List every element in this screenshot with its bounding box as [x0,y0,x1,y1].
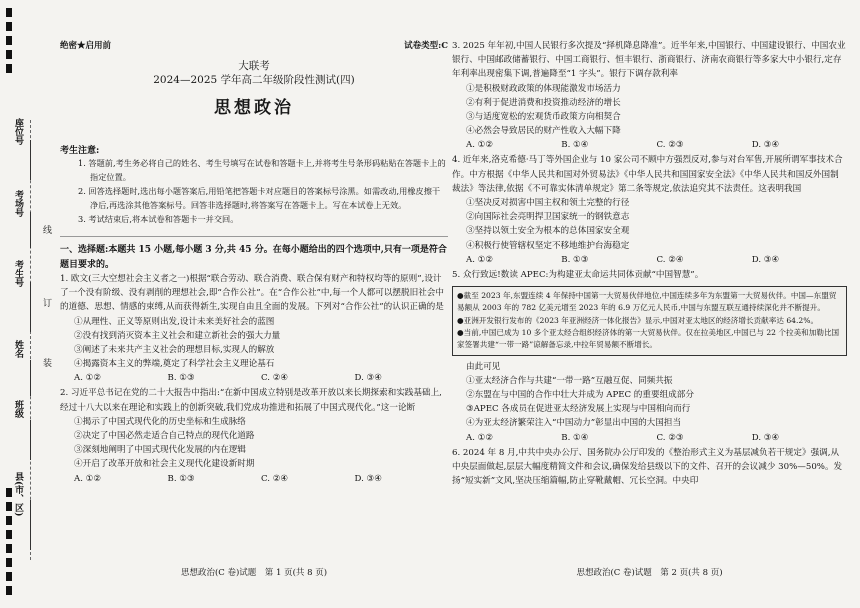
fill-line [30,420,31,460]
question-option: ②没有找到消灭资本主义社会和建立新社会的强大力量 [74,330,281,341]
question-lead: 由此可见 [466,361,501,372]
data-box-item: ●亚洲开发银行发布的《2023 年亚洲经济一体化报告》显示,中国对亚太地区的经济增长贡献率达 64.2%。 [457,315,819,325]
class-label: 班级 [13,400,23,418]
choice-b: B. ①④ [561,432,589,443]
answer-choices [452,431,847,446]
question-option: ②有利于促进消费和投资推动经济的增长 [466,97,621,108]
choice-d: D. ③④ [354,473,382,484]
exam-room-label: 考场号 [13,190,23,217]
choice-c: C. ②④ [656,254,684,265]
answer-choices [452,253,847,268]
fill-line [30,282,31,332]
notice-item: 1. 答题前,考生务必将自己的姓名、考生号填写在试卷和答题卡上,并将考生号条形码粘贴在答题卡上的指定位置。 [78,158,446,182]
choice-d: D. ③④ [751,254,780,265]
question-option: ④必然会导致居民的财产性收入大幅下降 [466,126,621,137]
binding-cut-line [30,120,31,560]
data-box-item: ●截至 2023 年,东盟连续 4 年保持中国第一大贸易伙伴地位,中国连续多年为东盟第一大贸易伙伴。中国—东盟贸易额从 2003 年的 782 亿美元增至 2023 年的 6.9 万亿元人民币,中国与东盟互联互通持续深化并不断提升。 [457,291,837,313]
binding-mark [6,64,12,73]
question-option: ③坚持以领土安全为根本的总体国家安全观 [466,226,630,237]
page-1-footer: 思想政治(C 卷)试题 第 1 页(共 8 页) [180,568,328,578]
choice-b: B. ①③ [561,254,589,265]
binding-mark [6,572,12,581]
confidential-label: 绝密★启用前 [60,41,112,51]
choice-d: D. ③④ [751,140,780,151]
choice-a: A. ①② [466,140,494,151]
answer-choices [60,472,448,487]
fill-line [30,360,31,396]
choice-a: A. ①② [466,432,494,443]
seat-label: 座位号 [13,118,23,145]
question-stem: 5. 众行致远!数读 APEC:为构建亚太命运共同体贡献“中国智慧”。 [452,269,704,280]
question-option: ①坚决反对损害中国主权和领土完整的行径 [466,198,630,209]
choice-b: B. ①③ [167,473,195,484]
choice-c: C. ②③ [656,432,684,443]
question-option: ④开启了改革开放和社会主义现代化建设新时期 [74,459,255,470]
notice-item: 2. 回答选择题时,选出每小题答案后,用铅笔把答题卡对应题目的答案标号涂黑。如需改动,用橡皮擦干净后,再选涂其他答案标号。回答非选择题时,将答案写在答题卡上。写在本试卷上无效。 [78,186,441,210]
section-heading: 一、选择题:本题共 15 小题,每小题 3 分,共 45 分。在每小题给出的四个选项中,只有一项是符合题目要求的。 [60,236,448,272]
binding-mark [6,516,12,525]
name-label: 姓名 [13,340,23,358]
binding-mark [6,8,12,17]
choice-c: C. ②④ [261,373,289,384]
binding-mark [6,558,12,567]
cut-line-mark: 订 [41,298,51,307]
question-option: ③APEC 各成员在促进亚太经济发展上实现与中国相向而行 [466,404,691,415]
question-option: ②向国际社会亮明捍卫国家统一的钢铁意志 [466,212,630,223]
choice-c: C. ②③ [656,140,684,151]
question-option: ②东盟在与中国的合作中壮大并成为 APEC 的重要组成部分 [466,389,694,400]
binding-mark [6,544,12,553]
page-2 [452,0,847,488]
choice-b: B. ①③ [167,373,195,384]
binding-strip [0,0,52,608]
question-option: ①从理性、正义等原则出发,设计未来美好社会的蓝图 [74,316,275,327]
question-stem: 3. 2025 年年初,中国人民银行多次提及“择机降息降准”。近半年来,中国银行、中国建设银行、中国农业银行、中国邮政储蓄银行、中国工商银行、恒丰银行、浙商银行、济南农商银行等多家大中小银行,定存年利率出现密集下调,普遍降至“1 字头”。银行下调存款利率 [452,41,846,80]
candidate-number-label: 考生号 [13,260,23,287]
question-stem: 1. 欧文(三大空想社会主义者之一)根据“联合劳动、联合消费、联合保有财产和特权均等的原则”,设计了一个没有阶级、没有剥削的理想社会,即“合作公社”。在“合作公社”中,每一个人都可以摆脱旧社会中的道德、思想、情感的束缚,从而获得新生,实现自由且全面的发展。下列对“合作公社”的认识正确的是 [60,274,444,313]
subject-title: 思想政治 [214,98,294,118]
binding-mark [6,50,12,59]
data-box-item: ●当前,中国已成为 10 多个亚太经合组织经济体的第一大贸易伙伴。仅在拉美地区,中国已与 22 个拉美和加勒比国家签署共建“一带一路”谅解备忘录,中拉年贸易额不断增长。 [457,327,840,350]
choice-a: A. ①② [74,373,102,384]
choice-b: B. ①④ [561,140,589,151]
question-option: ④揭露资本主义的弊端,奠定了科学社会主义理论基石 [74,359,275,370]
question-option: ①揭示了中国式现代化的历史坐标和生成脉络 [74,416,246,427]
county-label: 县(市、区) [13,472,23,517]
binding-mark [6,22,12,31]
cut-line-mark: 线 [41,225,51,234]
question-option: ③阐述了未来共产主义社会的理想目标,实现人的解放 [74,345,275,356]
choice-a: A. ①② [466,254,494,265]
question-option: ②决定了中国必然走适合自己特点的现代化道路 [74,431,255,442]
page-header [60,39,448,53]
notice-item: 3. 考试结束后,将本试卷和答题卡一并交回。 [78,214,239,224]
cut-line-mark: 装 [41,358,51,367]
choice-d: D. ③④ [751,432,780,443]
answer-choices [452,138,847,153]
fill-line [30,500,31,550]
answer-choices [60,371,448,386]
exam-series: 大联考 [238,60,270,72]
binding-mark [6,36,12,45]
question-option: ①亚太经济合作与共建“一带一路”互融互促、同频共振 [466,375,673,386]
fill-line [30,212,31,248]
question-option: ①是积极财政政策的体现能激发市场活力 [466,83,621,94]
data-box [452,286,847,355]
choice-c: C. ②④ [261,473,289,484]
question-option: ④积极行使管辖权坚定不移地维护台海稳定 [466,240,630,251]
question-option: ③与适度宽松的宏观货币政策方向相契合 [466,112,621,123]
paper-type-label: 试卷类型:C [404,41,448,51]
exam-name: 2024—2025 学年高二年级阶段性测试(四) [153,74,355,86]
binding-mark [6,586,12,595]
choice-d: D. ③④ [354,373,382,384]
fill-line [30,140,31,180]
question-option: ④为亚太经济繁荣注入“中国动力”彰显出中国的大国担当 [466,418,682,429]
notice-label: 考生注意: [60,146,100,156]
page-1 [60,0,448,487]
page-2-footer: 思想政治(C 卷)试题 第 2 页(共 8 页) [576,568,723,578]
question-stem: 6. 2024 年 8 月,中共中央办公厅、国务院办公厅印发的《整治形式主义为基层减负若干规定》强调,从中央层面做起,层层大幅度精简文件和会议,确保发给县级以下的文件、召开的会议减少 30%—50%。发扬“短实新”文风,坚决压缩篇幅,防止穿靴戴帽、冗长空洞。中央印 [452,447,843,486]
question-stem: 4. 近年来,洛克希德·马丁等外国企业与 10 家公司不顾中方强烈反对,参与对台军售,开展所谓军事技术合作。中方根据《中华人民共和国对外贸易法》《中华人民共和国国家安全法》《中华人民共和国反外国制裁法》等法律,依据《不可靠实体清单规定》第二条等规定,依法追究其不法责任。这表明我国 [452,155,843,194]
question-stem: 2. 习近平总书记在党的二十大报告中指出:“在新中国成立特别是改革开放以来长期探索和实践基础上,经过十八大以来在理论和实践上的创新突破,我们党成功推进和拓展了中国式现代化。”这一论断 [60,388,442,413]
choice-a: A. ①② [74,473,102,484]
binding-mark [6,530,12,539]
question-option: ③深刻地阐明了中国式现代化发展的内在逻辑 [74,445,246,456]
